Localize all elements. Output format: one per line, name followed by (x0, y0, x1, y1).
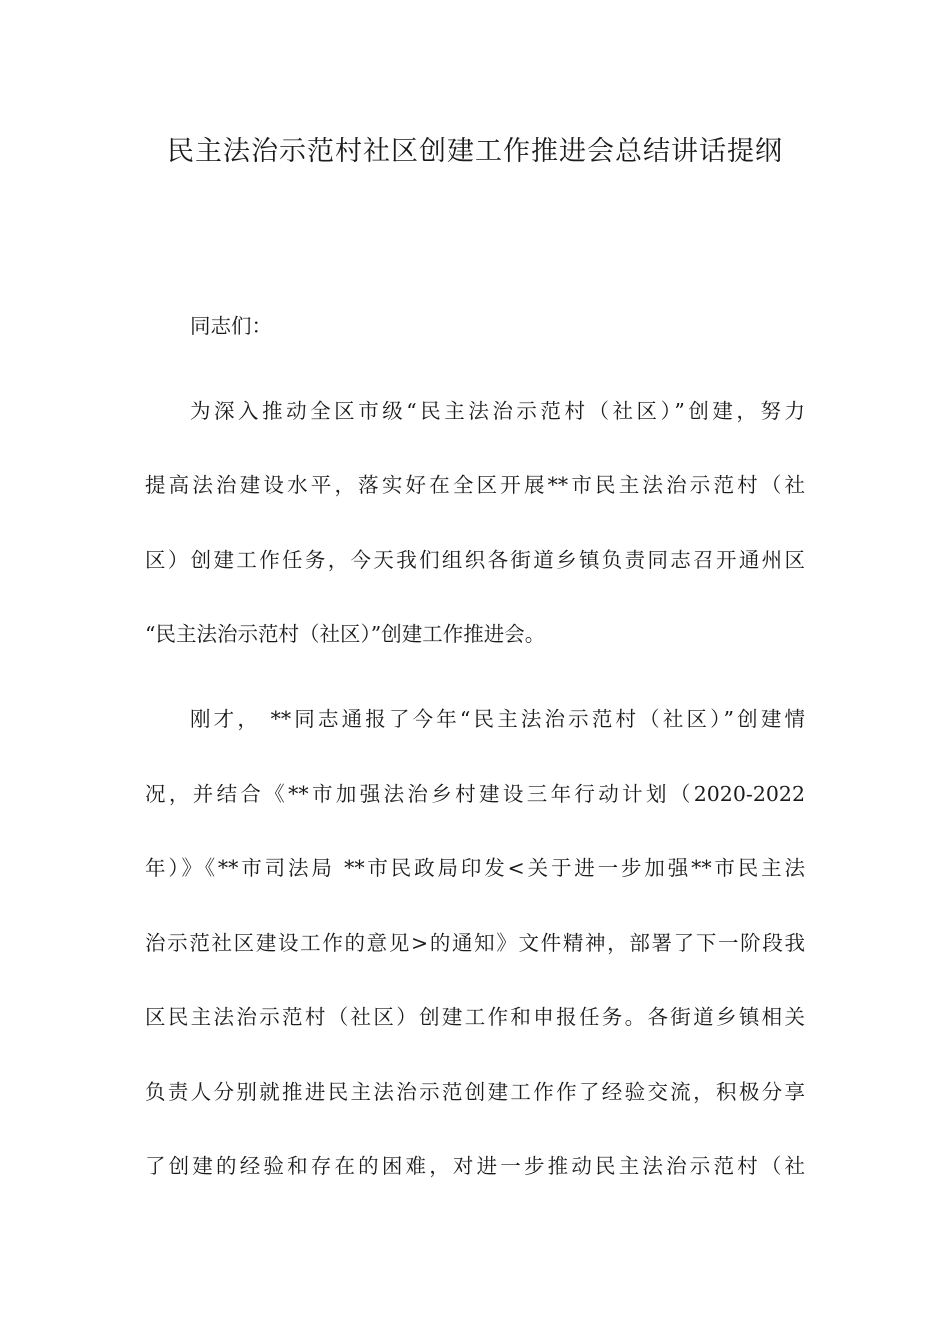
paragraph-line: 为深入推动全区市级“民主法治示范村（社区）”创建，努力 (190, 399, 805, 423)
paragraph-line: 况，并结合《**市加强法治乡村建设三年行动计划（2020-2022 (145, 782, 805, 806)
paragraph-line: 区）创建工作任务，今天我们组织各街道乡镇负责同志召开通州区 (145, 548, 805, 572)
paragraph-line: 区民主法治示范村（社区）创建工作和申报任务。各街道乡镇相关 (145, 1005, 805, 1029)
paragraph-line: 刚才， **同志通报了今年“民主法治示范村（社区）”创建情 (190, 707, 805, 731)
paragraph-line: 负责人分别就推进民主法治示范创建工作作了经验交流，积极分享 (145, 1080, 805, 1104)
paragraph-line: 了创建的经验和存在的困难，对进一步推动民主法治示范村（社 (145, 1154, 805, 1178)
document-title: 民主法治示范村社区创建工作推进会总结讲话提纲 (167, 136, 783, 167)
greeting: 同志们： (190, 314, 272, 338)
paragraph-line: “民主法治示范村（社区）”创建工作推进会。 (145, 622, 546, 646)
paragraph-line: 年）》《**市司法局 **市民政局印发<关于进一步加强**市民主法 (145, 856, 805, 880)
paragraph-line: 治示范社区建设工作的意见>的通知》文件精神，部署了下一阶段我 (145, 931, 805, 955)
paragraph-line: 提高法治建设水平，落实好在全区开展**市民主法治示范村（社 (145, 473, 805, 497)
